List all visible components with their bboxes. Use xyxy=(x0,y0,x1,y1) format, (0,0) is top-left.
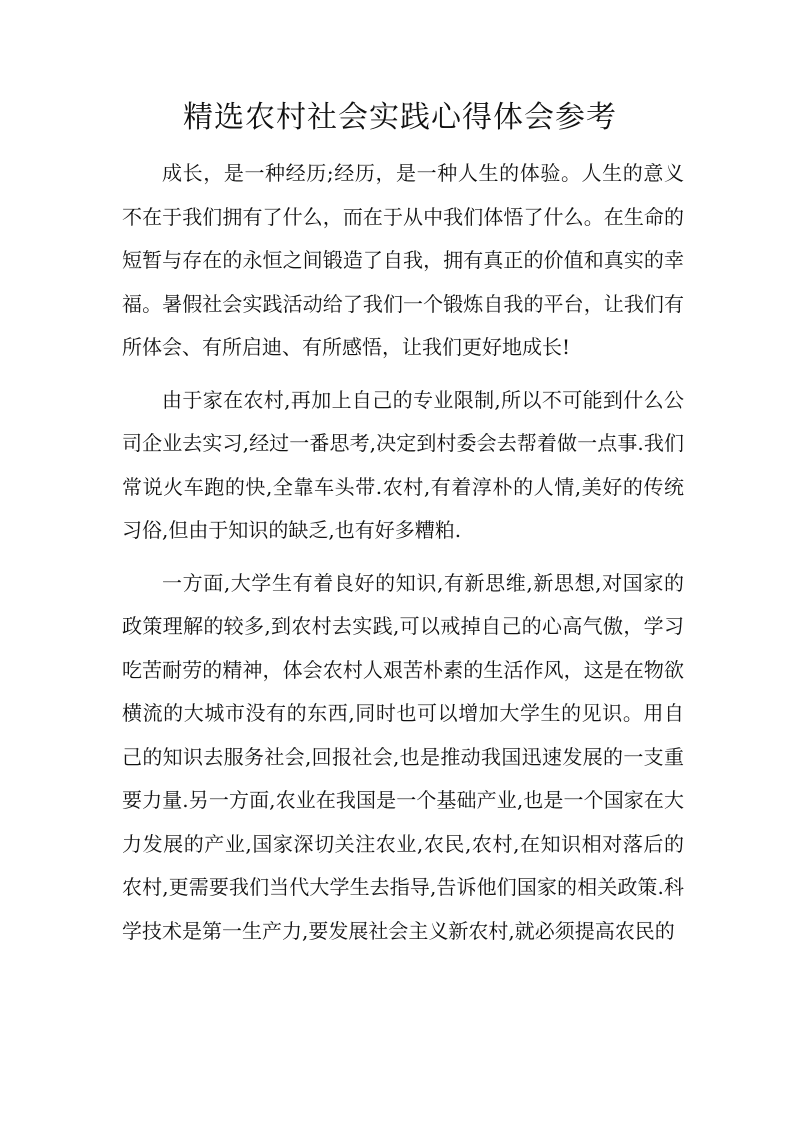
paragraph-3: 一方面,大学生有着良好的知识,有新思维,新思想,对国家的政策理解的较多,到农村去实践,可以戒掉自己的心高气傲，学习吃苦耐劳的精神，体会农村人艰苦朴素的生活作风，这是在物欲横流的大城市没有的东西,同时也可以增加大学生的见识。用自己的知识去服务社会,回报社会,也是推动我国迅速发展的一支重要力量.另一方面,农业在我国是一个基础产业,也是一个国家在大力发展的产业,国家深切关注农业,农民,农村,在知识相对落后的农村,更需要我们当代大学生去指导,告诉他们国家的相关政策.科学技术是第一生产力,要发展社会主义新农村,就必须提高农民的 xyxy=(122,570,684,943)
paragraph-2: 由于家在农村,再加上自己的专业限制,所以不可能到什么公司企业去实习,经过一番思考,决定到村委会去帮着做一点事.我们常说火车跑的快,全靠车头带.农村,有着淳朴的人情,美好的传统习俗,但由于知识的缺乏,也有好多糟粕. xyxy=(122,387,684,542)
paragraph-1: 成长，是一种经历;经历，是一种人生的体验。人生的意义不在于我们拥有了什么，而在于从中我们体悟了什么。在生命的短暂与存在的永恒之间锻造了自我，拥有真正的价值和真实的幸福。暑假社会实践活动给了我们一个锻炼自我的平台，让我们有所体会、有所启迪、有所感悟，让我们更好地成长! xyxy=(122,161,684,359)
document-title: 精选农村社会实践心得体会参考 xyxy=(183,100,617,135)
document-body xyxy=(122,152,684,962)
